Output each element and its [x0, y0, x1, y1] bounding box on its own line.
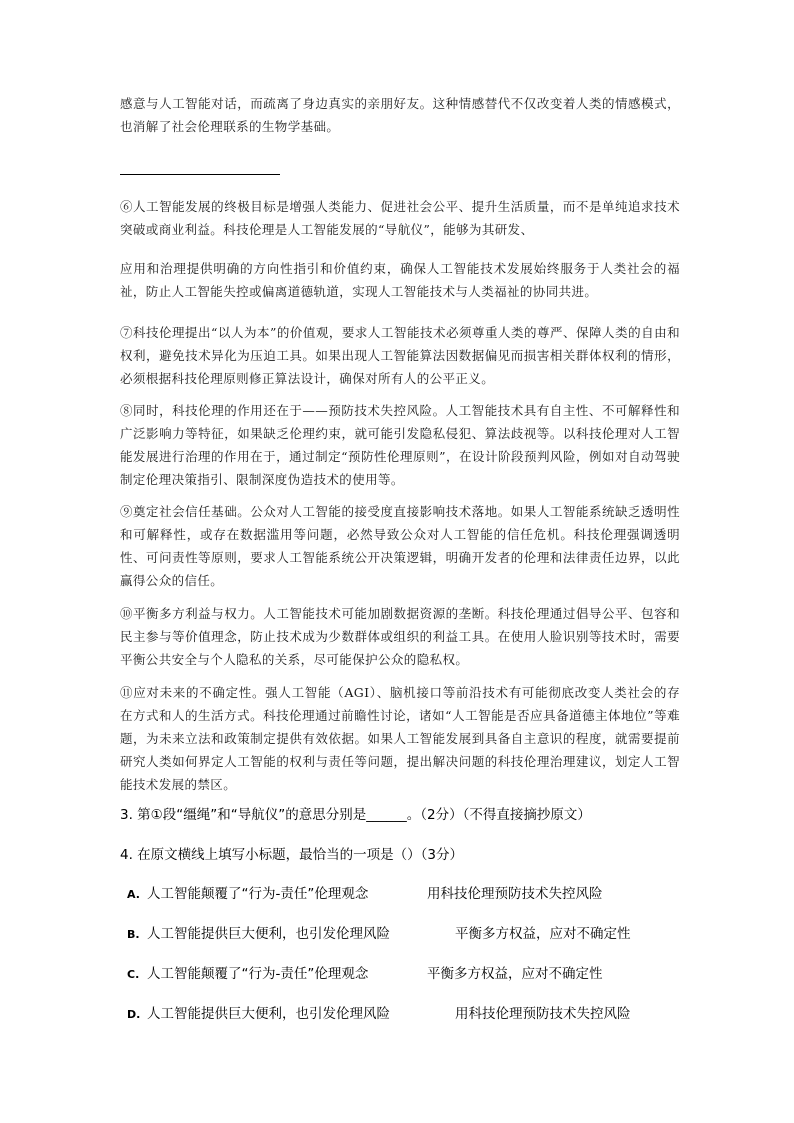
- option-second-title: 平衡多方权益，应对不确定性: [455, 926, 631, 942]
- option-letter: A.: [127, 888, 140, 901]
- option-letter: C.: [127, 968, 140, 981]
- paragraph-6b: 应用和治理提供明确的方向性指引和价值约束，确保人工智能技术发展始终服务于人类社会的福祉，防止人工智能失控或偏离道德轨道，实现人工智能技术与人类福祉的协同共进。: [120, 261, 680, 299]
- option-second-title: 用科技伦理预防技术失控风险: [427, 886, 603, 902]
- option-second-title: 平衡多方权益，应对不确定性: [427, 966, 603, 982]
- option-first-title: 人工智能提供巨大便利，也引发伦理风险: [147, 1006, 390, 1022]
- question-3: 3. 第①段“缰绳”和“导航仪”的意思分别是______。（2分）（不得直接摘抄原文）: [120, 807, 591, 823]
- heading-blank-line: [120, 174, 280, 175]
- option-first-title: 人工智能提供巨大便利，也引发伦理风险: [147, 926, 390, 942]
- option-first-title: 人工智能颠覆了“行为-责任”伦理观念: [147, 966, 369, 982]
- option-first-title: 人工智能颠覆了“行为-责任”伦理观念: [147, 886, 369, 902]
- option-second-title: 用科技伦理预防技术失控风险: [455, 1006, 631, 1022]
- paragraph-8: ⑧同时，科技伦理的作用还在于——预防技术失控风险。人工智能技术具有自主性、不可解释性和广泛影响力等特征，如果缺乏伦理约束，就可能引发隐私侵犯、算法歧视等。以科技伦理对人工智能发展进行治理的作用在于，通过制定“预防性伦理原则”，在设计阶段预判风险，例如对自动驾驶制定伦理决策指引、限制深度伪造技术的使用等。: [120, 403, 680, 487]
- option-d[interactable]: [127, 1004, 631, 1025]
- option-a[interactable]: [127, 884, 603, 905]
- paragraph-11: ⑪应对未来的不确定性。强人工智能（AGI）、脑机接口等前沿技术有可能彻底改变人类社会的存在方式和人的生活方式。科技伦理通过前瞻性讨论，诸如“人工智能是否应具备道德主体地位”等难题，为未来立法和政策制定提供有效依据。如果人工智能发展到具备自主意识的程度，就需要提前研究人类如何界定人工智能的权利与责任等问题，提出解决问题的科技伦理治理建议，划定人工智能技术发展的禁区。: [120, 685, 680, 792]
- question-4: 4. 在原文横线上填写小标题，最恰当的一项是（）（3分）: [120, 847, 464, 863]
- paragraph-9: ⑨奠定社会信任基础。公众对人工智能的接受度直接影响技术落地。如果人工智能系统缺乏透明性和可解释性，或存在数据滥用等问题，必然导致公众对人工智能的信任危机。科技伦理强调透明性、可问责性等原则，要求人工智能系统公开决策逻辑，明确开发者的伦理和法律责任边界，以此赢得公众的信任。: [120, 504, 680, 588]
- option-c[interactable]: [127, 964, 603, 985]
- option-letter: D.: [127, 1008, 141, 1021]
- paragraph-7: ⑦科技伦理提出“以人为本”的价值观，要求人工智能技术必须尊重人类的尊严、保障人类的自由和权利，避免技术异化为压迫工具。如果出现人工智能算法因数据偏见而损害相关群体权利的情形，必须根据科技伦理原则修正算法设计，确保对所有人的公平正义。: [120, 325, 680, 386]
- option-letter: B.: [127, 928, 140, 941]
- paragraph-10: ⑩平衡多方利益与权力。人工智能技术可能加剧数据资源的垄断。科技伦理通过倡导公平、包容和民主参与等价值理念，防止技术成为少数群体或组织的利益工具。在使用人脸识别等技术时，需要平衡公共安全与个人隐私的关系，尽可能保护公众的隐私权。: [120, 606, 680, 667]
- option-b[interactable]: [127, 924, 631, 945]
- paragraph-5-tail: 感意与人工智能对话，而疏离了身边真实的亲朋好友。这种情感替代不仅改变着人类的情感模式，也消解了社会伦理联系的生物学基础。: [120, 96, 680, 134]
- paragraph-6a: ⑥人工智能发展的终极目标是增强人类能力、促进社会公平、提升生活质量，而不是单纯追求技术突破或商业利益。科技伦理是人工智能发展的“导航仪”，能够为其研发、: [120, 199, 680, 237]
